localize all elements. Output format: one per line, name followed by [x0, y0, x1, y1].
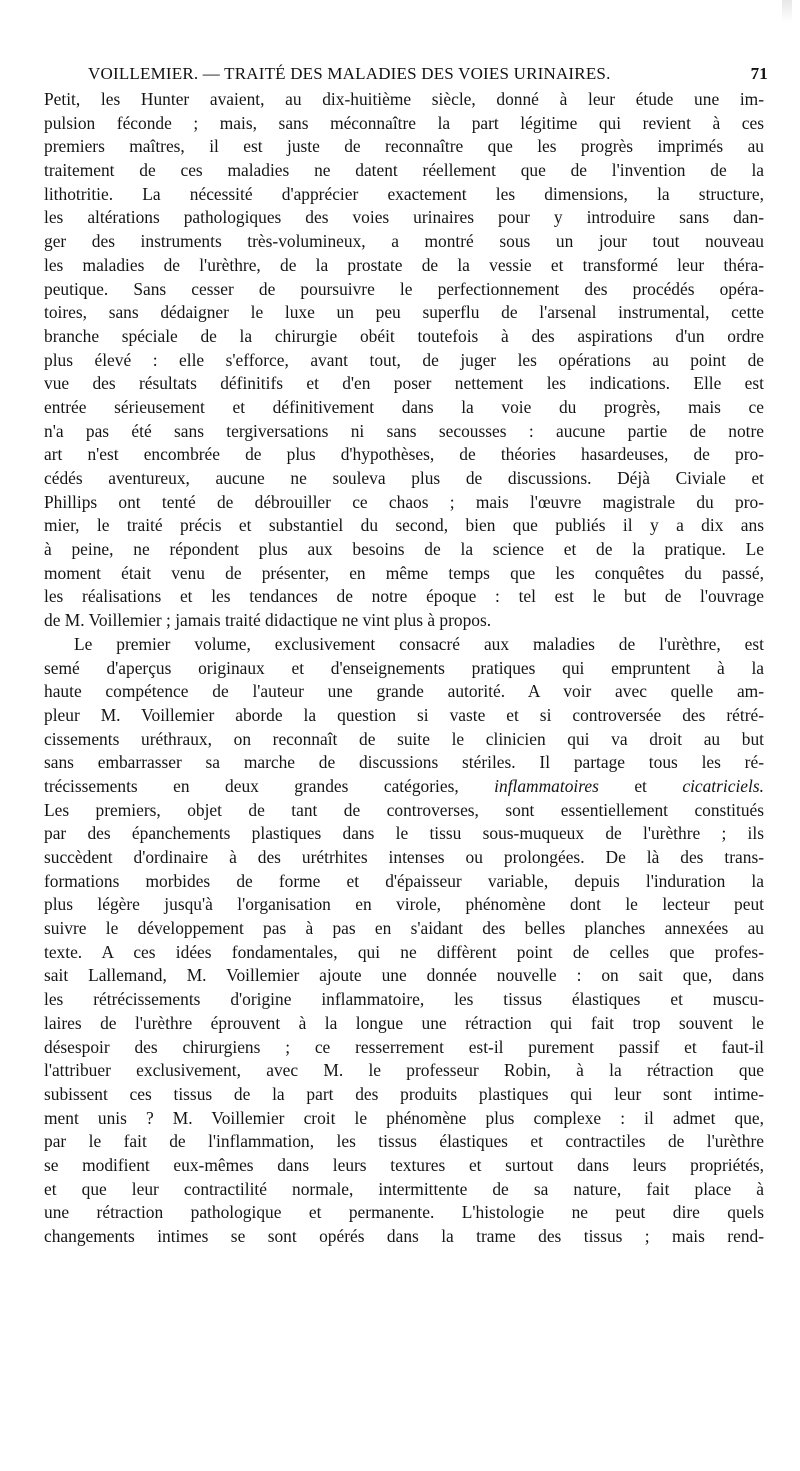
running-title: VOILLEMIER. — TRAITÉ DES MALADIES DES VOIES URINAIRES.	[88, 64, 611, 83]
text-line: Petit, les Hunter avaient, au dix-huitième siècle, donné à leur étude une im-	[44, 89, 764, 109]
text-line: à peine, ne répondent plus aux besoins de la science et de la pratique. Le	[44, 539, 764, 560]
text-line: suivre le développement pas à pas en s'aidant des belles planches annexées au	[44, 918, 764, 939]
text-line: une rétraction pathologique et permanente. L'histologie ne peut dire quels	[44, 1202, 764, 1223]
text-line: succèdent d'ordinaire à des urétrhites intenses ou prolongées. De là des trans-	[44, 847, 764, 867]
text-line: ment unis ? M. Voillemier croit le phénomène plus complexe : il admet que,	[44, 1107, 764, 1128]
text-line: subissent ces tissus de la part des produits plastiques qui leur sont intime-	[44, 1083, 764, 1104]
text-line: texte. A ces idées fondamentales, qui ne diffèrent point de celles que profes-	[44, 941, 764, 962]
text-line: peutique. Sans cesser de poursuivre le perfectionnement des procédés opéra-	[44, 278, 764, 299]
text-line: traitement de ces maladies ne datent réellement que de l'invention de la	[44, 160, 764, 181]
text-line: haute compétence de l'auteur une grande autorité. A voir avec quelle am-	[44, 681, 764, 702]
text-line: changements intimes se sont opérés dans la trame des tissus ; mais rend-	[44, 1226, 764, 1246]
text-line: Phillips ont tenté de débrouiller ce chaos ; mais l'œuvre magistrale du pro-	[44, 491, 764, 512]
text-line: laires de l'urèthre éprouvent à la longue une rétraction qui fait trop souvent le	[44, 1012, 764, 1033]
text-line: cédés aventureux, aucune ne souleva plus de discussions. Déjà Civiale et	[44, 468, 764, 488]
text-line: par des épanchements plastiques dans le tissu sous-muqueux de l'urèthre ; ils	[44, 823, 764, 844]
text-line: les rétrécissements d'origine inflammatoire, les tissus élastiques et muscu-	[44, 989, 764, 1010]
text-line: mier, le traité précis et substantiel du second, bien que publiés il y a dix ans	[44, 515, 764, 536]
text-line: l'attribuer exclusivement, avec M. le professeur Robin, à la rétraction que	[44, 1060, 764, 1081]
text-line: vue des résultats définitifs et d'en poser nettement les indications. Elle est	[44, 373, 764, 394]
text-line: semé d'aperçus originaux et d'enseignements pratiques qui empruntent à la	[44, 657, 764, 678]
text-line: n'a pas été sans tergiversations ni sans secousses : aucune partie de notre	[44, 420, 764, 441]
italic-term-cicatriciels: cicatriciels.	[682, 775, 764, 796]
text-line: pleur M. Voillemier aborde la question si vaste et si controversée des rétré-	[44, 704, 764, 725]
text-line: les altérations pathologiques des voies urinaires pour y introduire sans dan-	[44, 207, 764, 228]
text-line: sait Lallemand, M. Voillemier ajoute une donnée nouvelle : on sait que, dans	[44, 965, 764, 986]
text-line: de M. Voillemier ; jamais traité didactique ne vint plus à propos.	[44, 610, 492, 631]
text-line: premiers maîtres, il est juste de reconnaître que les progrès imprimés au	[44, 136, 764, 157]
text-line: par le fait de l'inflammation, les tissus élastiques et contractiles de l'urèthre	[44, 1131, 764, 1152]
italic-joiner: et	[634, 775, 647, 796]
text-line: toires, sans dédaigner le luxe un peu superflu de l'arsenal instrumental, cette	[44, 302, 764, 323]
page-edge-mark	[782, 0, 792, 22]
text-line: plus légère jusqu'à l'organisation en virole, phénomène dont le lecteur peut	[44, 894, 764, 915]
text-line: branche spéciale de la chirurgie obéit toutefois à des aspirations d'un ordre	[44, 325, 764, 346]
text-line: pulsion féconde ; mais, sans méconnaître la part légitime qui revient à ces	[44, 112, 764, 133]
text-line: lithotritie. La nécessité d'apprécier exactement les dimensions, la structure,	[44, 183, 764, 204]
page-header	[88, 64, 768, 88]
text-line: Les premiers, objet de tant de controverses, sont essentiellement constitués	[44, 799, 764, 820]
text-line-with-italics	[44, 775, 764, 799]
text-line: ger des instruments très-volumineux, a montré sous un jour tout nouveau	[44, 231, 764, 252]
body-text	[44, 88, 764, 1249]
text-line: les réalisations et les tendances de notre époque : tel est le but de l'ouvrage	[44, 586, 764, 607]
text-line: désespoir des chirurgiens ; ce resserrement est-il purement passif et faut-il	[44, 1036, 764, 1057]
text-line: les maladies de l'urèthre, de la prostate de la vessie et transformé leur théra-	[44, 254, 764, 275]
italic-term-inflammatoires: inflammatoires	[494, 775, 599, 796]
text-line: formations morbides de forme et d'épaisseur variable, depuis l'induration la	[44, 870, 764, 891]
text-line: moment était venu de présenter, en même temps que les conquêtes du passé,	[44, 562, 764, 583]
text-line: cissements uréthraux, on reconnaît de suite le clinicien qui va droit au but	[44, 728, 764, 749]
text-line: et que leur contractilité normale, intermittente de sa nature, fait place à	[44, 1178, 764, 1199]
text-line: art n'est encombrée de plus d'hypothèses, de théories hasardeuses, de pro-	[44, 444, 764, 465]
text-line: sans embarrasser sa marche de discussions stériles. Il partage tous les ré-	[44, 752, 764, 773]
page-number: 71	[750, 64, 768, 83]
paragraph-start-line: Le premier volume, exclusivement consacré aux maladies de l'urèthre, est	[74, 633, 764, 654]
text-line: se modifient eux-mêmes dans leurs textures et surtout dans leurs propriétés,	[44, 1154, 764, 1175]
text-segment: trécissements en deux grandes catégories,	[44, 775, 459, 796]
text-line: plus élevé : elle s'efforce, avant tout, de juger les opérations au point de	[44, 349, 764, 370]
text-line: entrée sérieusement et définitivement dans la voie du progrès, mais ce	[44, 396, 764, 417]
